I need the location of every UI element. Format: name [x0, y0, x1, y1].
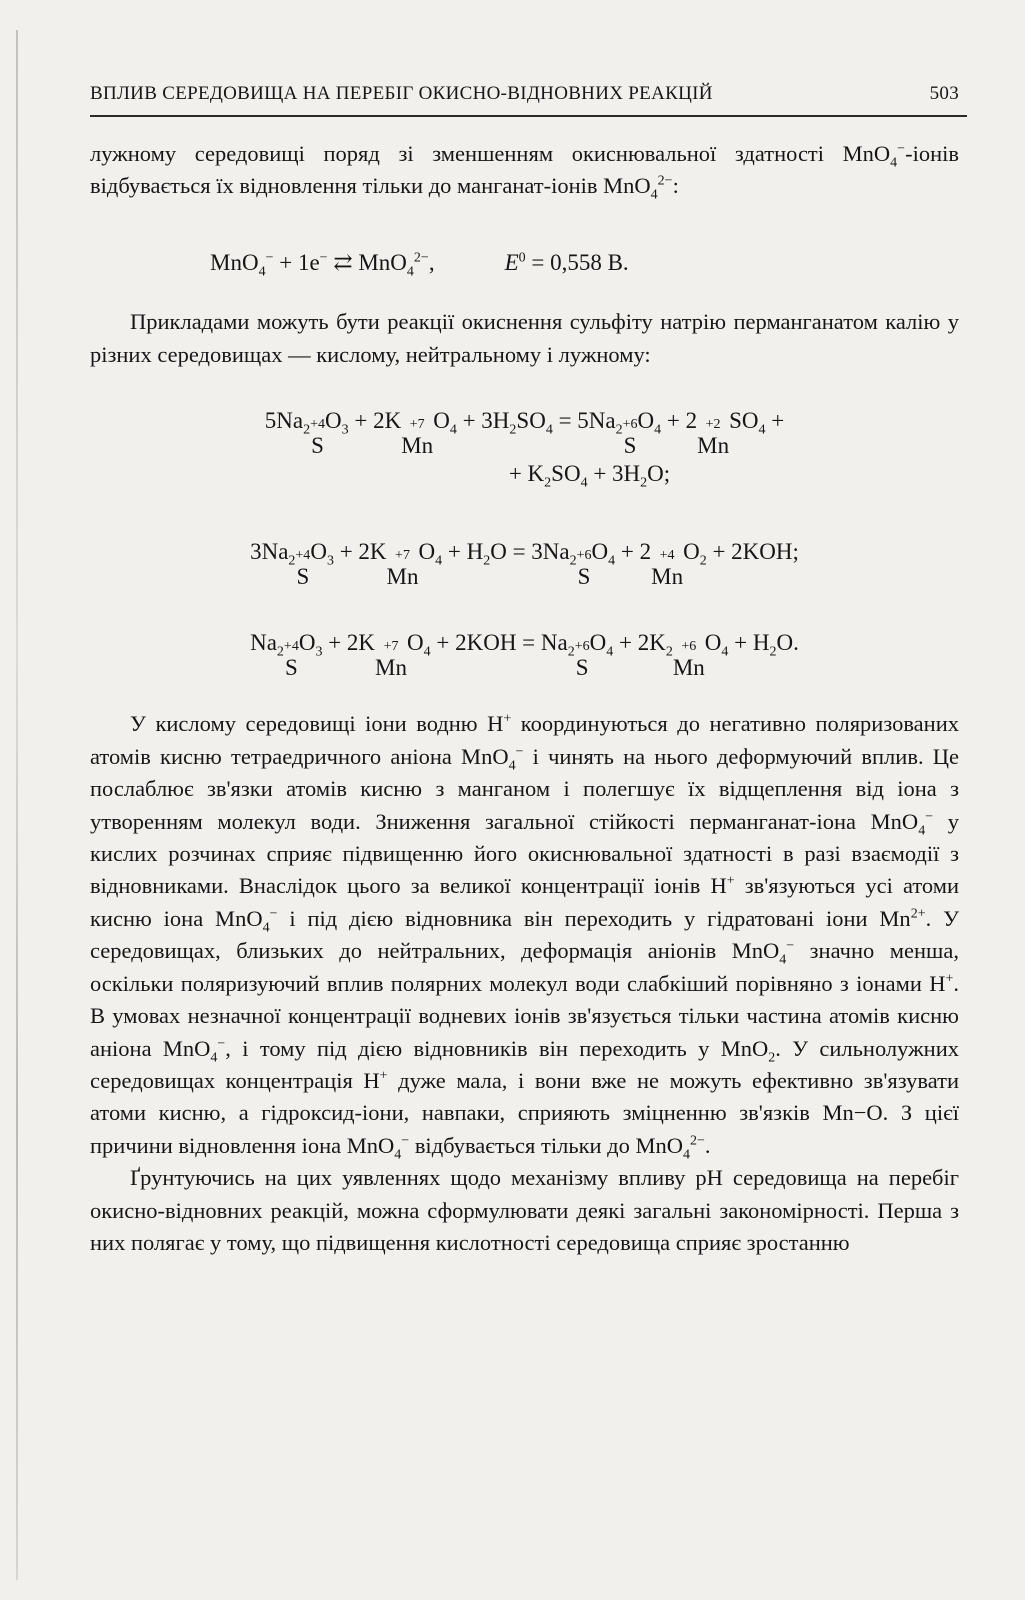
oxidation-state: +2 — [705, 417, 721, 433]
oxidation-state: +4 — [295, 548, 311, 564]
header-title: ВПЛИВ СЕРЕДОВИЩА НА ПЕРЕБІГ ОКИСНО-ВІДНОВНИХ РЕАКЦІЙ — [90, 83, 713, 104]
page-edge-shadow — [16, 30, 18, 1580]
standard-potential-value: = 0,558 В. — [525, 249, 629, 275]
paragraph-examples: Прикладами можуть бути реакції окиснення сульфіту натрію перманганатом калію у різних середовищах — кислому, нейтральному і лужному: — [90, 309, 959, 367]
paragraph-alkaline-intro: лужному середовищі поряд зі зменшенням окиснювальної здатності MnO$_4$−-іонів відбувається їх відновлення тільки до манганат-іонів MnO$_4^{2-}$: — [90, 141, 959, 203]
oxidation-state: +4 — [659, 548, 675, 564]
oxidation-state: +7 — [383, 639, 399, 655]
equation-permanganate-reduction: MnO$_4$− + 1e− ⇄ MnO$_4^{2-}$, $E^0 = 0,558$ В. — [210, 249, 629, 280]
running-header — [90, 83, 959, 105]
paragraph-conclusions: Ґрунтуючись на цих уявленнях щодо механізму впливу pH середовища на перебіг окисно-відновних реакцій, можна сформулювати деякі загальні закономірності. Перша з них полягає у тому, що підвищення кислотності середовища сприяє зростанню — [90, 1165, 959, 1255]
oxidation-state: +4 — [310, 417, 326, 433]
page-body — [90, 138, 959, 1259]
oxidation-state: +6 — [681, 639, 697, 655]
page-number: 503 — [929, 83, 959, 104]
reaction-acidic-line2: + $K_2SO_4 + 3H_2O$; — [508, 461, 671, 491]
reaction-alkaline: $Na_2$ +4 S $O_3 + 2K$ +7 Mn $O_4 + 2KOH = Na_2$ +6 S $O_4 + 2K_2$ +6 Mn $O_4 + H_2O$. — [250, 630, 799, 681]
standard-potential-symbol: E — [504, 249, 519, 275]
oxidation-state: +6 — [574, 639, 590, 655]
reaction-neutral: $3Na_2$ +4 S $O_3 + 2K$ +7 Mn $O_4 + H_2O = 3Na_2$ +6 S $O_4 + 2$ +4 Mn $O_2 + 2KOH$; — [250, 539, 799, 590]
header-rule — [90, 115, 967, 117]
reaction-acidic — [90, 405, 959, 490]
paragraph-mechanism: У кислому середовищі іони водню H+ координуються до негативно поляризованих атомів кисню тетраедричного аніона MnO$_4$− і чинять на нього деформуючий вплив. Це послаблює зв'язки атомів кисню з манганом і полегшує їх відщеплення від іона з утворенням молекул води. Зниження загальної стійкості перманганат-іона MnO$_4$− у кислих розчинах сприяє підвищенню його окиснювальної здатності в разі взаємодії з відновниками. Внаслідок цього за великої концентрації іонів H+ зв'язуються усі атоми кисню іона MnO$_4$− і під дією відновника він переходить у гідратовані іони $Mn^{2+}$. У середовищах, близьких до нейтральних, деформація аніонів MnO$_4$− значно менша, оскільки поляризуючий вплив полярних молекул води слабкіший порівняно з іонами H+. В умовах незначної концентрації водневих іонів зв'язується тільки частина атомів кисню аніона MnO$_4$−, і тому під дією відновників він переходить у MnO$_2$. У сильнолужних середовищах концентрація H+ дуже мала, і вони вже не можуть ефективно зв'язувати атоми кисню, а гідроксид-іони, навпаки, сприяють зміцненню зв'язків Mn−O. З цієї причини відновлення іона MnO$_4$− відбувається тільки до MnO$_4^{2-}$. — [90, 711, 960, 1163]
oxidation-state: +4 — [283, 639, 299, 655]
oxidation-state: +6 — [622, 417, 638, 433]
reaction-acidic-line1: $5Na_2$ +4 S $O_3 + 2K$ +7 Mn $O_4 + 3H_2SO_4 = 5Na_2$ +6 S $O_4 + 2$ +2 Mn $SO_4$ + — [264, 408, 785, 459]
oxidation-state: +7 — [409, 417, 425, 433]
oxidation-state: +6 — [576, 548, 592, 564]
oxidation-state: +7 — [395, 548, 410, 564]
